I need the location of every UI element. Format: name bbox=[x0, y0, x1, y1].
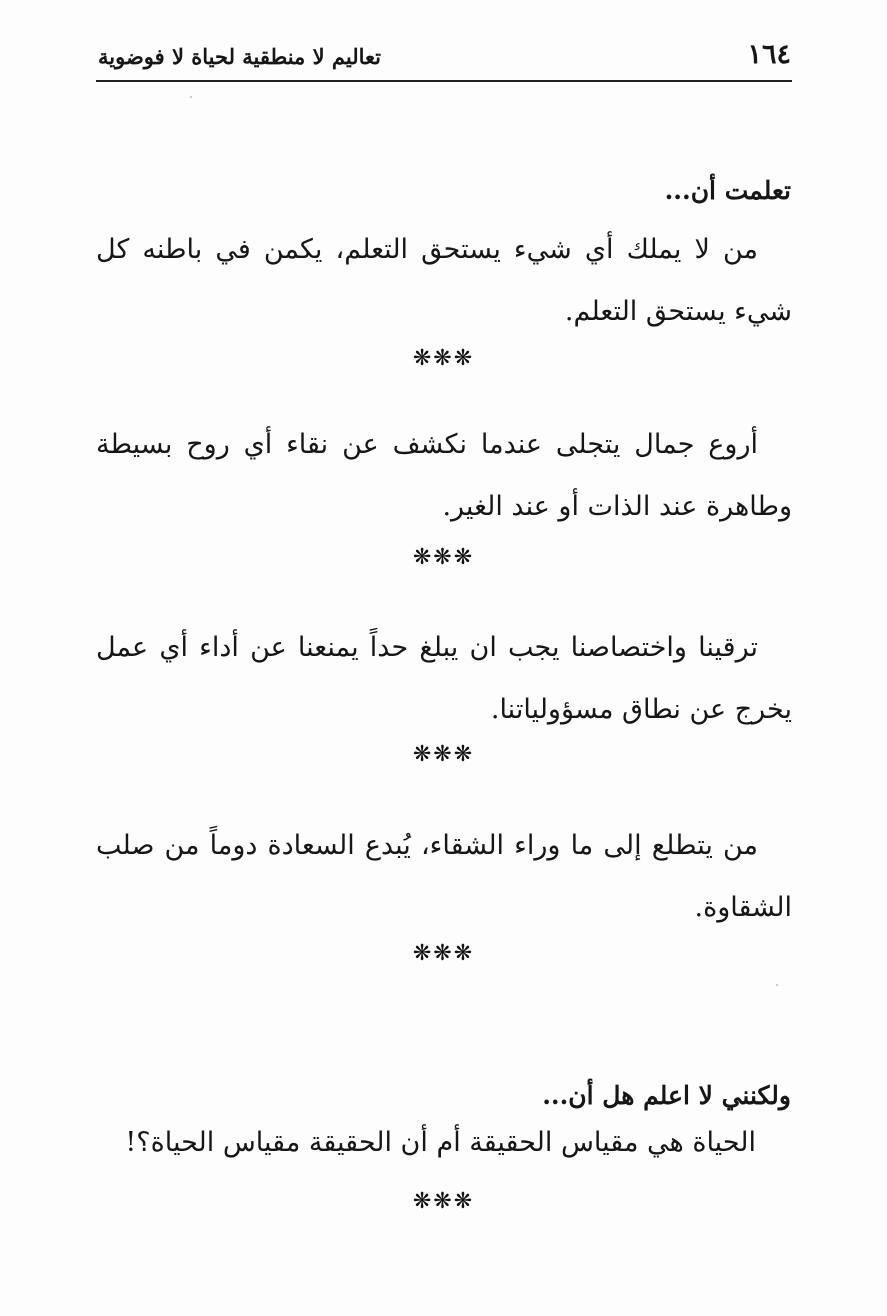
separator-2: ❋❋❋ bbox=[412, 545, 475, 570]
scan-speck bbox=[190, 96, 192, 98]
scan-speck bbox=[776, 984, 778, 986]
section-heading-but-i-dont-know: ولكنني لا اعلم هل أن... bbox=[542, 1081, 791, 1110]
paragraph-2: أروع جمال يتجلى عندما نكشف عن نقاء أي روح بسيطة وطاهرة عند الذات أو عند الغير. bbox=[96, 429, 792, 522]
paragraph-3: ترقينا واختصاصنا يجب ان يبلغ حداً يمنعنا عن أداء أي عمل يخرج عن نطاق مسؤولياتنا. bbox=[96, 632, 792, 725]
page-number: ١٦٤ bbox=[747, 39, 791, 70]
separator-3: ❋❋❋ bbox=[412, 742, 475, 767]
separator-4: ❋❋❋ bbox=[412, 941, 475, 966]
paragraph-1: من لا يملك أي شيء يستحق التعلم، يكمن في باطنه كل شيء يستحق التعلم. bbox=[96, 234, 792, 327]
paragraph-5: الحياة هي مقياس الحقيقة أم أن الحقيقة مقياس الحياة؟! bbox=[125, 1127, 756, 1158]
header-rule bbox=[96, 80, 792, 82]
running-title: تعاليم لا منطقية لحياة لا فوضوية bbox=[98, 44, 381, 69]
separator-1: ❋❋❋ bbox=[412, 346, 475, 371]
paragraph-4: من يتطلع إلى ما وراء الشقاء، يُبدع السعادة دوماً من صلب الشقاوة. bbox=[96, 830, 792, 923]
separator-5: ❋❋❋ bbox=[412, 1189, 475, 1214]
section-heading-learned: تعلمت أن... bbox=[664, 176, 791, 205]
